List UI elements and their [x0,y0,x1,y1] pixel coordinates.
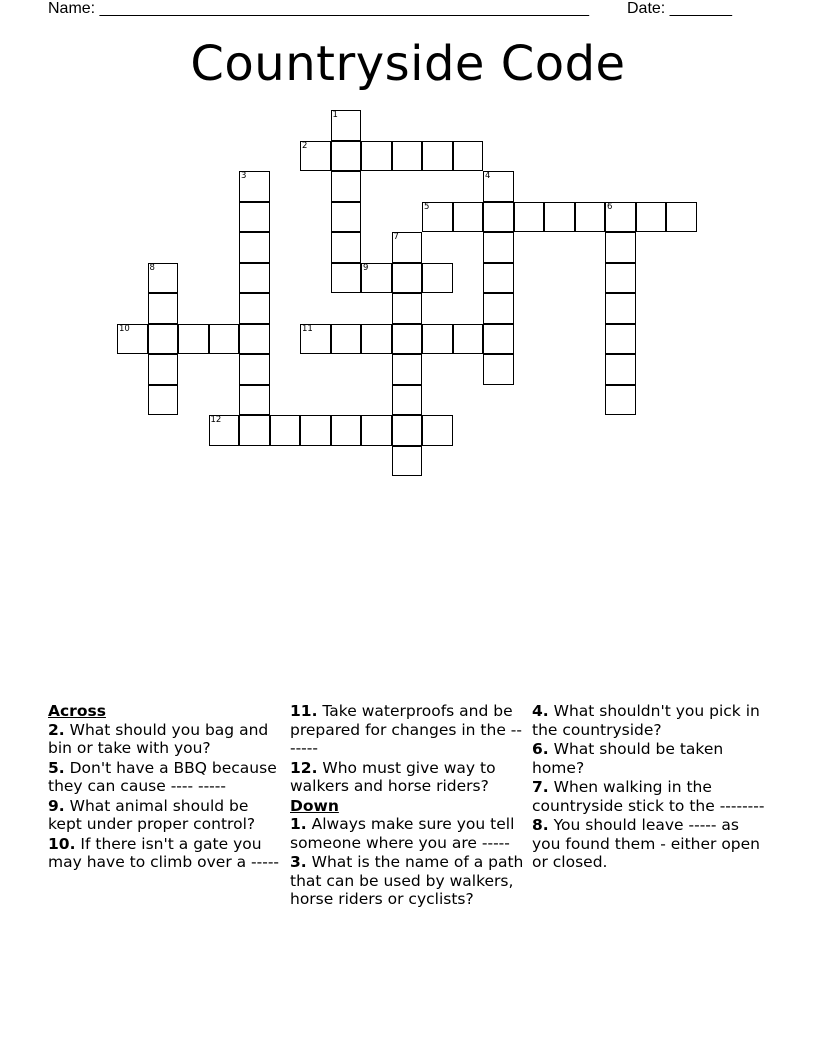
clues-column-3 [532,702,768,873]
crossword-grid [0,0,816,500]
grid-cell[interactable] [331,232,362,263]
down-heading: Down [290,796,339,815]
name-field-label: Name: _______________________________________________________ [48,0,589,17]
clue-number: 4 [485,171,491,181]
grid-cell[interactable] [331,202,362,233]
grid-cell[interactable] [239,354,270,385]
grid-cell[interactable] [605,385,636,416]
grid-cell[interactable] [636,202,667,233]
clues-column-1 [48,702,284,873]
grid-cell[interactable] [605,354,636,385]
grid-cell[interactable] [361,415,392,446]
puzzle-title: Countryside Code [190,36,626,92]
grid-cell[interactable] [453,202,484,233]
grid-cell[interactable] [483,202,514,233]
clue-across-10: 10. If there isn't a gate you may have to climb over a ----- [48,834,280,871]
grid-cell[interactable] [331,171,362,202]
grid-cell[interactable] [209,415,240,446]
clue-down-6: 6. What should be taken home? [532,740,724,777]
grid-cell[interactable] [514,202,545,233]
grid-cell[interactable] [331,415,362,446]
grid-cell[interactable] [148,354,179,385]
grid-cell[interactable] [605,232,636,263]
clue-number: 6 [607,201,613,212]
grid-cell[interactable] [239,324,270,355]
grid-cell[interactable] [575,202,606,233]
grid-cell[interactable] [453,324,484,355]
grid-cell[interactable] [300,324,331,355]
clue-number: 7 [393,232,399,242]
grid-cell[interactable] [392,232,423,263]
grid-cell[interactable] [148,263,179,294]
grid-cell[interactable] [422,324,453,355]
across-heading: Across [48,702,106,720]
grid-cell[interactable] [392,324,423,355]
grid-cell[interactable] [483,171,514,202]
grid-cell[interactable] [483,232,514,263]
clue-number: 10 [119,323,130,334]
grid-cell[interactable] [178,324,209,355]
grid-cell[interactable] [605,263,636,294]
grid-cell[interactable] [239,171,270,202]
grid-cell[interactable] [392,141,423,172]
grid-cell[interactable] [361,263,392,294]
clue-across-2: 2. What should you bag and bin or take with you? [48,720,269,757]
clue-number: 2 [302,140,308,151]
grid-cell[interactable] [392,293,423,324]
grid-cell[interactable] [392,415,423,446]
date-field-label: Date: _______ [627,0,732,17]
clue-number: 1 [332,110,338,120]
clue-down-1: 1. Always make sure you tell someone where you are ----- [290,815,515,852]
clue-down-7: 7. When walking in the countryside stick to the -------- [532,778,765,815]
grid-cell[interactable] [331,110,362,141]
clue-down-3: 3. What is the name of a path that can be used by walkers, horse riders or cyclists? [290,853,524,908]
grid-cell[interactable] [209,324,240,355]
clue-across-12: 12. Who must give way to walkers and horse riders? [290,758,496,795]
grid-cell[interactable] [483,293,514,324]
grid-cell[interactable] [605,202,636,233]
grid-cell[interactable] [300,415,331,446]
grid-cell[interactable] [239,415,270,446]
grid-cell[interactable] [117,324,148,355]
grid-cell[interactable] [331,324,362,355]
grid-cell[interactable] [422,141,453,172]
clue-down-4: 4. What shouldn't you pick in the countryside? [532,702,760,739]
grid-cell[interactable] [148,385,179,416]
grid-cell[interactable] [148,324,179,355]
clue-number: 5 [424,201,430,212]
grid-cell[interactable] [392,354,423,385]
grid-cell[interactable] [422,263,453,294]
grid-cell[interactable] [239,385,270,416]
clues-column-2 [290,702,526,910]
grid-cell[interactable] [392,385,423,416]
clue-number: 12 [210,415,222,425]
grid-cell[interactable] [361,141,392,172]
clue-number: 3 [241,171,247,181]
grid-cell[interactable] [331,263,362,294]
grid-cell[interactable] [239,232,270,263]
grid-cell[interactable] [666,202,697,233]
grid-cell[interactable] [361,324,392,355]
grid-cell[interactable] [483,354,514,385]
grid-cell[interactable] [239,263,270,294]
clue-number: 9 [363,262,369,273]
grid-cell[interactable] [270,415,301,446]
grid-cell[interactable] [148,293,179,324]
clue-across-9: 9. What animal should be kept under proper control? [48,796,256,833]
grid-cell[interactable] [239,202,270,233]
clue-number: 8 [149,262,155,273]
grid-cell[interactable] [483,263,514,294]
clue-across-5: 5. Don't have a BBQ because they can cause ---- ----- [48,758,277,795]
grid-cell[interactable] [453,141,484,172]
grid-cell[interactable] [300,141,331,172]
grid-cell[interactable] [331,141,362,172]
clue-number: 11 [302,323,313,334]
grid-cell[interactable] [422,415,453,446]
grid-cell[interactable] [605,324,636,355]
grid-cell[interactable] [392,446,423,477]
clue-across-11: 11. Take waterproofs and be prepared for changes in the ------- [290,702,522,757]
grid-cell[interactable] [544,202,575,233]
clue-down-8: 8. You should leave ----- as you found them - either open or closed. [532,816,761,871]
grid-cell[interactable] [605,293,636,324]
grid-cell[interactable] [392,263,423,294]
grid-cell[interactable] [422,202,453,233]
grid-cell[interactable] [483,324,514,355]
grid-cell[interactable] [239,293,270,324]
